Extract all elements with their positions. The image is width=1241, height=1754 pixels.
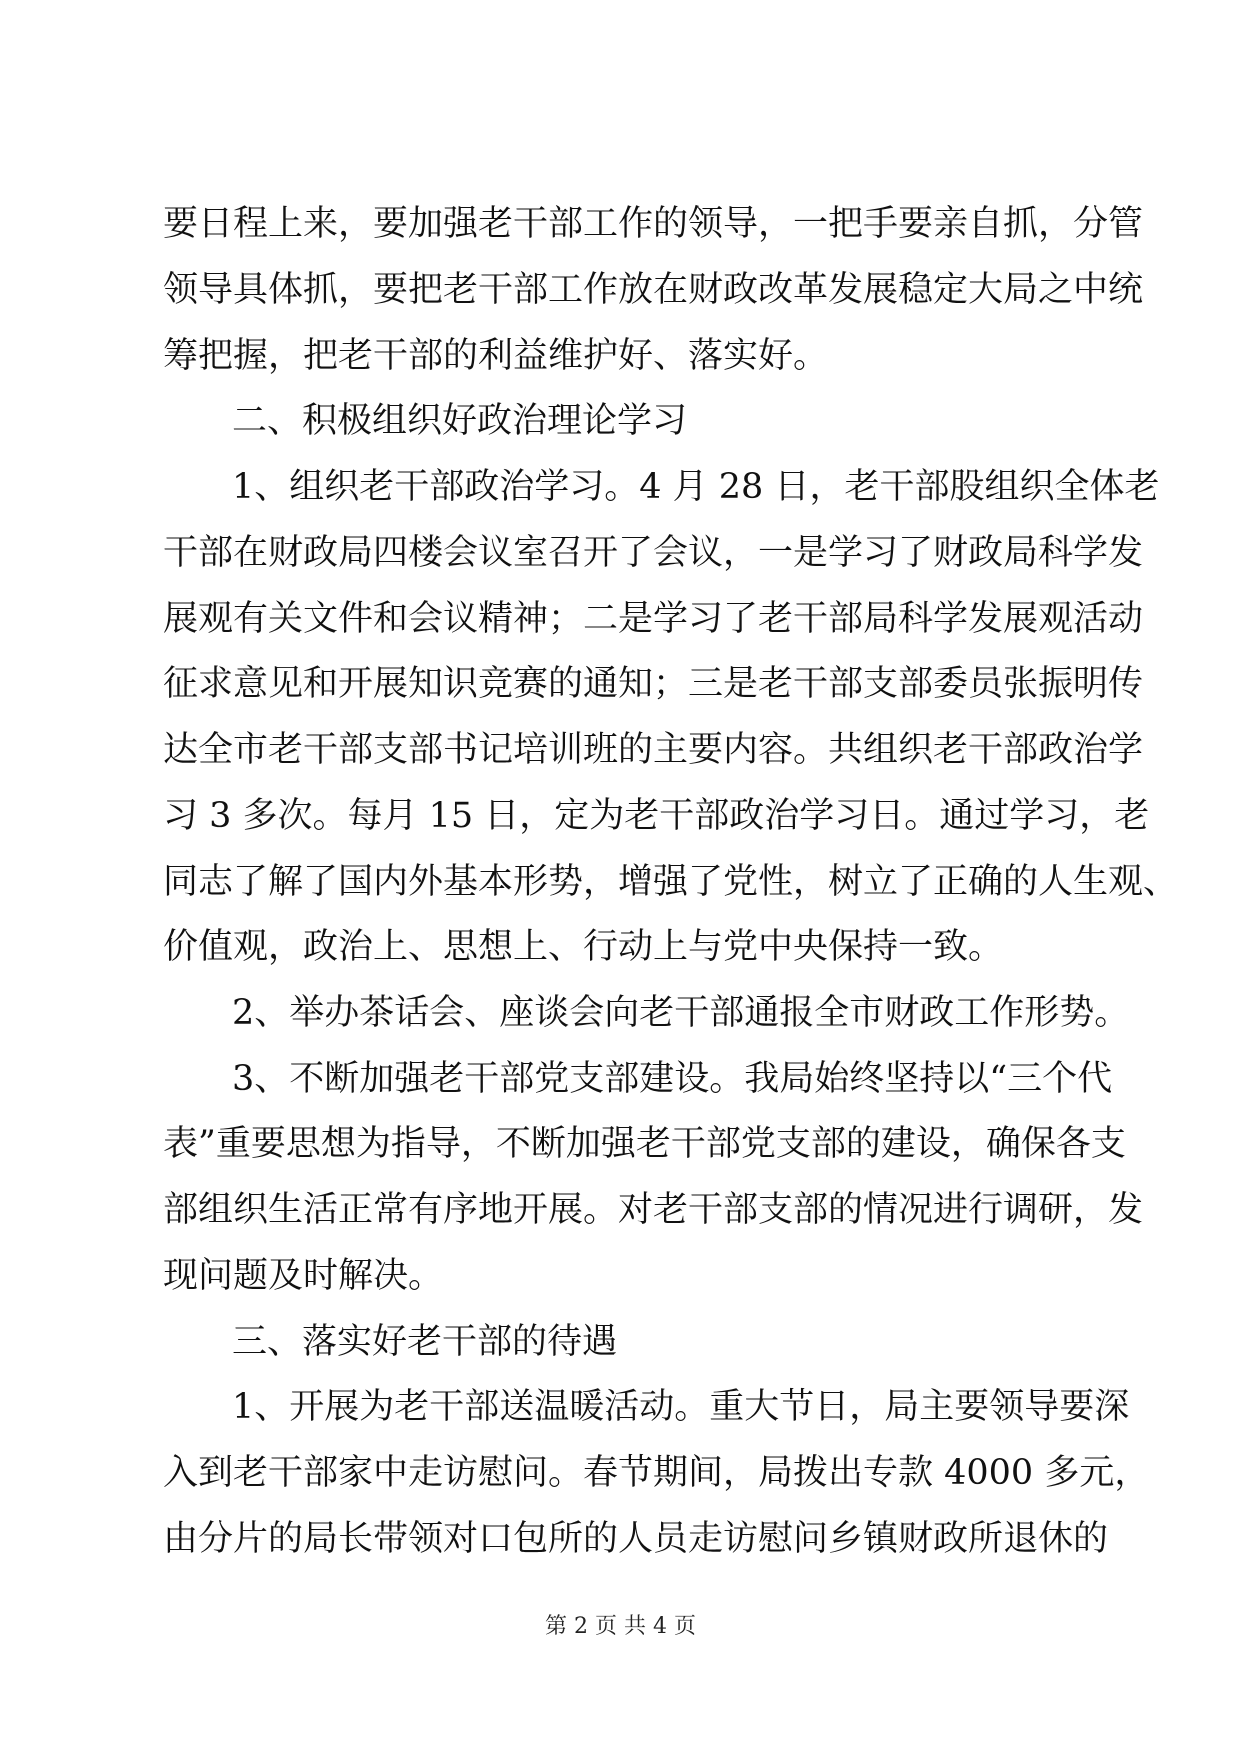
body-text-line: 价值观，政治上、思想上、行动上与党中央保持一致。 xyxy=(163,927,1004,967)
body-text-line: 干部在财政局四楼会议室召开了会议，一是学习了财政局科学发 xyxy=(163,533,1144,573)
body-text-line: 展观有关文件和会议精神；二是学习了老干部局科学发展观活动 xyxy=(163,599,1144,639)
body-text-line: 达全市老干部支部书记培训班的主要内容。共组织老干部政治学 xyxy=(163,730,1144,770)
body-text-line: 习 3 多次。每月 15 日，定为老干部政治学习日。通过学习，老 xyxy=(163,796,1150,836)
body-text-line: 1、组织老干部政治学习。4 月 28 日，老干部股组织全体老 xyxy=(232,467,1160,507)
body-text-line: 征求意见和开展知识竞赛的通知；三是老干部支部委员张振明传 xyxy=(163,664,1144,704)
body-text-line: 筹把握，把老干部的利益维护好、落实好。 xyxy=(163,336,829,376)
body-text-line: 同志了解了国内外基本形势，增强了党性，树立了正确的人生观、 xyxy=(163,862,1179,902)
body-text-line: 要日程上来，要加强老干部工作的领导，一把手要亲自抓，分管 xyxy=(163,204,1144,244)
body-text-line: 表”重要思想为指导，不断加强老干部党支部的建设，确保各支 xyxy=(163,1124,1126,1164)
section-heading: 三、落实好老干部的待遇 xyxy=(232,1322,618,1362)
page-number-footer: 第 2 页 共 4 页 xyxy=(545,1614,696,1639)
body-text-line: 1、开展为老干部送温暖活动。重大节日，局主要领导要深 xyxy=(232,1387,1130,1427)
body-text-line: 领导具体抓，要把老干部工作放在财政改革发展稳定大局之中统 xyxy=(163,270,1144,310)
body-text-line: 入到老干部家中走访慰问。春节期间，局拨出专款 4000 多元， xyxy=(163,1453,1150,1493)
body-text-line: 部组织生活正常有序地开展。对老干部支部的情况进行调研，发 xyxy=(163,1190,1144,1230)
section-heading: 二、积极组织好政治理论学习 xyxy=(232,401,688,441)
body-text-line: 现问题及时解决。 xyxy=(163,1256,444,1296)
body-text-line: 2、举办茶话会、座谈会向老干部通报全市财政工作形势。 xyxy=(232,993,1130,1033)
body-text-line: 3、不断加强老干部党支部建设。我局始终坚持以“三个代 xyxy=(232,1059,1113,1099)
body-text-line: 由分片的局长带领对口包所的人员走访慰问乡镇财政所退休的 xyxy=(163,1519,1109,1559)
